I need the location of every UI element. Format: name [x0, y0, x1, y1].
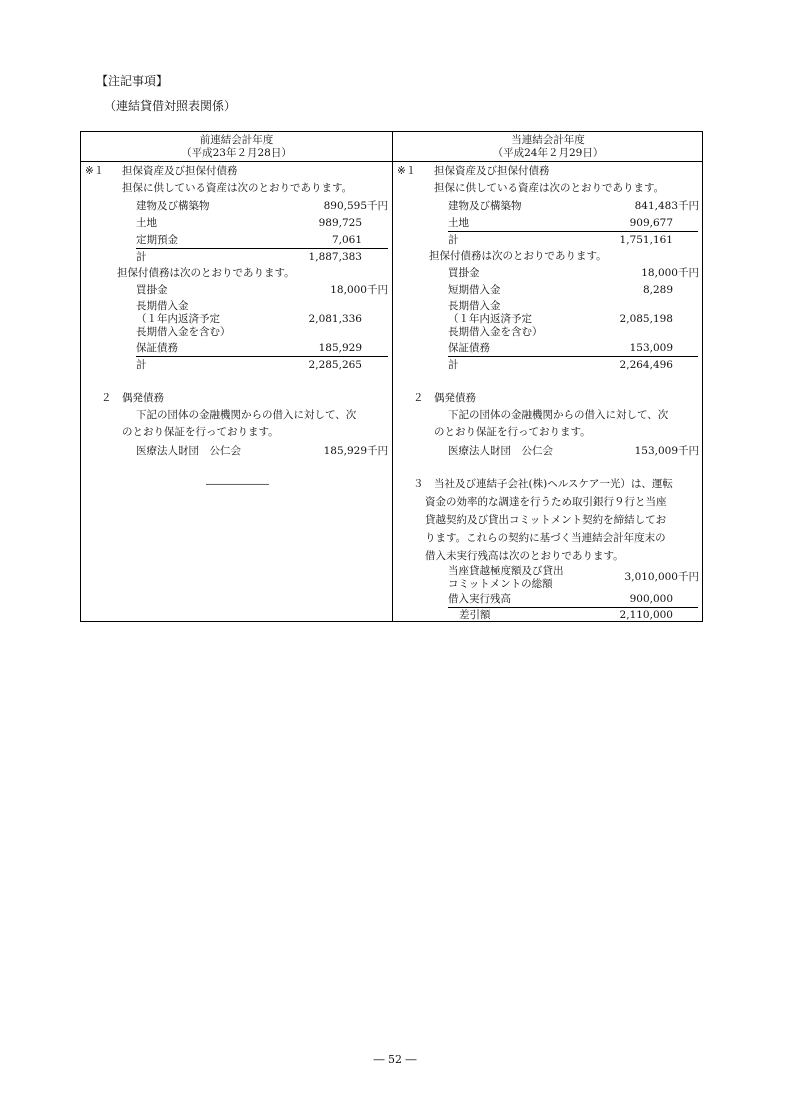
prior-year-title: 前連結会計年度 — [199, 134, 274, 146]
guarantee-value: 153,009 — [629, 342, 673, 354]
long-term-loan-value: 2,085,198 — [619, 313, 673, 325]
page-number: ― 52 ― — [373, 1053, 417, 1066]
note-2-mark: ２ — [101, 392, 112, 404]
note-2-text: 下記の団体の金融機関からの借入に対して、次 — [448, 409, 669, 421]
guarantee-value: 185,929 — [318, 342, 362, 354]
subtotal-rule — [136, 356, 388, 357]
debt-value: 18,000千円 — [330, 284, 388, 296]
note-1-mark: ※１ — [397, 165, 417, 177]
note-3-text: 当社及び連結子会社(株)ヘルスケア一光）は、運転 — [434, 478, 673, 490]
prior-year-period: （平成23年２月28日） — [181, 147, 292, 159]
subtotal-rule — [448, 607, 698, 608]
current-year-title: 当連結会計年度 — [511, 134, 585, 146]
pledged-assets-intro: 担保に供している資産は次のとおりであります。 — [122, 182, 353, 194]
guarantee-label: 保証債務 — [448, 342, 490, 354]
note-2-text: のとおり保証を行っております。 — [122, 426, 279, 438]
note-2-text: 下記の団体の金融機関からの借入に対して、次 — [136, 409, 357, 421]
long-term-loan-note: （１年内返済予定 — [136, 313, 220, 325]
prior-year-column — [81, 132, 392, 621]
comparison-table — [80, 131, 703, 622]
pledged-assets-intro: 担保に供している資産は次のとおりであります。 — [434, 182, 665, 194]
executed-loans-value: 900,000 — [629, 593, 673, 605]
debt-value: 8,289 — [642, 284, 673, 296]
long-term-loan-note: 長期借入金を含む） — [136, 326, 231, 338]
debt-label: 短期借入金 — [448, 284, 501, 296]
difference-label: 差引額 — [459, 609, 491, 621]
debt-label: 買掛金 — [448, 267, 480, 279]
not-applicable-dash: ―――――― — [206, 478, 269, 490]
note-2-mark: ２ — [413, 392, 424, 404]
note-1-mark: ※１ — [85, 165, 105, 177]
debts-total-value: 2,264,496 — [619, 359, 673, 371]
current-year-column — [393, 132, 703, 621]
long-term-loan-value: 2,081,336 — [308, 313, 362, 325]
long-term-loan-label: 長期借入金 — [448, 300, 501, 312]
asset-label: 建物及び構築物 — [448, 200, 522, 212]
note-3-mark: ３ — [413, 478, 424, 490]
note-1-title: 担保資産及び担保付債務 — [434, 165, 550, 177]
note-1-title: 担保資産及び担保付債務 — [122, 165, 238, 177]
guarantee-party-label: 医療法人財団 公仁会 — [448, 445, 553, 457]
section-subheading: （連結貸借対照表関係） — [104, 99, 237, 113]
prior-year-header — [81, 134, 392, 160]
debt-value: 18,000千円 — [641, 267, 699, 279]
asset-label: 定期預金 — [136, 234, 178, 246]
note-2-title: 偶発債務 — [434, 392, 476, 404]
note-2-text: のとおり保証を行っております。 — [434, 426, 591, 438]
note-3-text: 借入未実行残高は次のとおりであります。 — [425, 550, 624, 562]
asset-value: 7,061 — [331, 234, 362, 246]
asset-label: 土地 — [448, 217, 469, 229]
note-3-text: ります。これらの契約に基づく当連結会計年度末の — [425, 532, 666, 544]
long-term-loan-note: （１年内返済予定 — [448, 313, 532, 325]
debt-label: 買掛金 — [136, 284, 168, 296]
note-2-title: 偶発債務 — [122, 392, 164, 404]
guarantee-party-value: 153,009千円 — [634, 445, 699, 457]
overdraft-limit-label: 当座貸越極度額及び貸出 — [448, 565, 564, 577]
debts-total-label: 計 — [136, 359, 147, 371]
secured-debt-intro: 担保付債務は次のとおりであります。 — [117, 267, 295, 279]
secured-debt-intro: 担保付債務は次のとおりであります。 — [429, 250, 607, 262]
executed-loans-label: 借入実行残高 — [448, 593, 511, 605]
asset-value: 841,483千円 — [634, 200, 699, 212]
subtotal-rule — [136, 248, 388, 249]
guarantee-party-value: 185,929千円 — [323, 445, 388, 457]
subtotal-rule — [448, 356, 698, 357]
long-term-loan-label: 長期借入金 — [136, 300, 189, 312]
assets-total-value: 1,751,161 — [619, 234, 673, 246]
asset-value: 909,677 — [629, 217, 673, 229]
long-term-loan-note: 長期借入金を含む） — [448, 326, 543, 338]
asset-value: 890,595千円 — [323, 200, 388, 212]
debts-total-label: 計 — [448, 359, 459, 371]
overdraft-limit-label: コミットメントの総額 — [448, 578, 553, 590]
difference-value: 2,110,000 — [619, 609, 673, 621]
overdraft-limit-value: 3,010,000千円 — [624, 571, 699, 583]
asset-label: 土地 — [136, 217, 157, 229]
assets-total-label: 計 — [448, 234, 459, 246]
notes-heading: 【注記事項】 — [96, 74, 169, 88]
guarantee-party-label: 医療法人財団 公仁会 — [136, 445, 241, 457]
subtotal-rule — [448, 231, 698, 232]
assets-total-label: 計 — [136, 251, 147, 263]
asset-label: 建物及び構築物 — [136, 200, 210, 212]
guarantee-label: 保証債務 — [136, 342, 178, 354]
debts-total-value: 2,285,265 — [308, 359, 362, 371]
note-3-text: 貸越契約及び貸出コミットメント契約を締結してお — [425, 514, 667, 526]
assets-total-value: 1,887,383 — [308, 251, 362, 263]
current-year-period: （平成24年２月29日） — [492, 147, 604, 159]
asset-value: 989,725 — [318, 217, 362, 229]
current-year-header — [393, 134, 703, 160]
note-3-text: 資金の効率的な調達を行うため取引銀行９行と当座 — [425, 496, 667, 508]
